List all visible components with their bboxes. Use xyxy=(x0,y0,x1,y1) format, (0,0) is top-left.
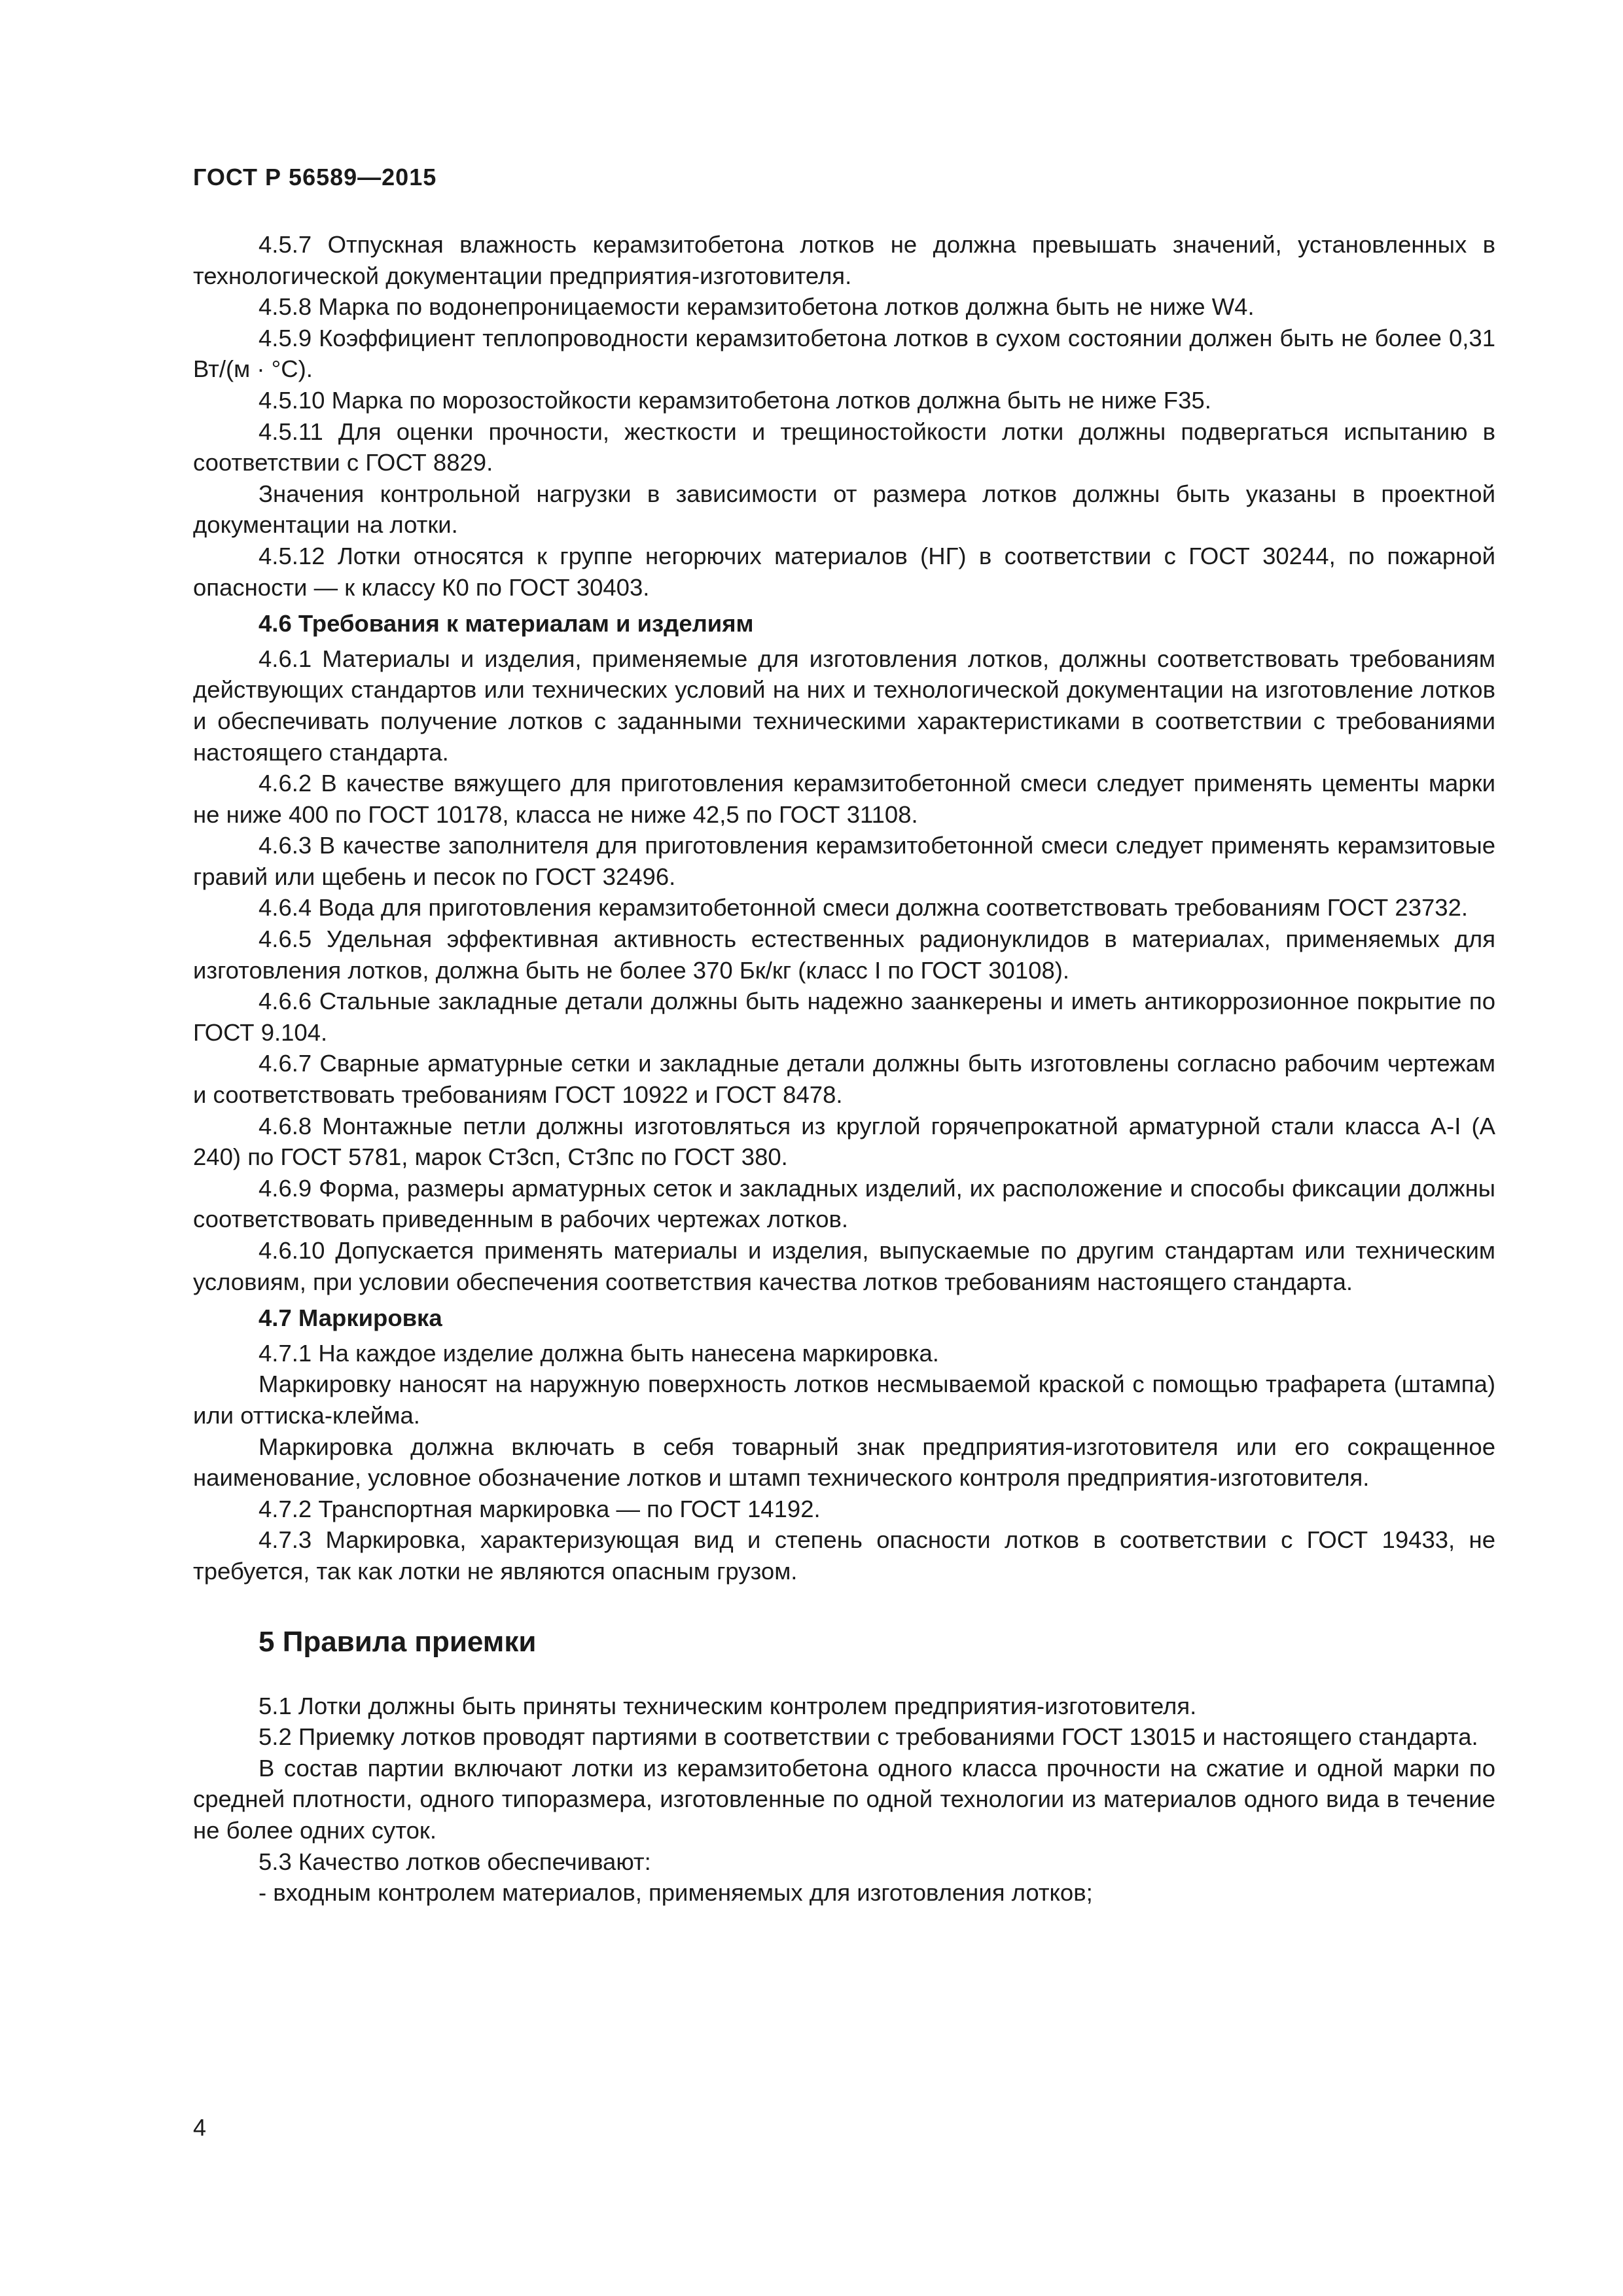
paragraph-4-5-8: 4.5.8 Марка по водонепроницаемости керамзитобетона лотков должна быть не ниже W4. xyxy=(259,293,1255,321)
paragraph-4-7-1: 4.7.1 На каждое изделие должна быть нанесена маркировка. xyxy=(259,1339,939,1367)
paragraph-4-6-2: 4.6.2 В качестве вяжущего для приготовления керамзитобетонной смеси следует применять цементы марки не ниже 400 по ГОСТ 10178, класса не ниже 42,5 по ГОСТ 31108. xyxy=(193,770,1495,828)
paragraph-4-7-3: 4.7.3 Маркировка, характеризующая вид и степень опасности лотков в соответствии с ГОСТ 19433, не требуется, так как лотки не являются опасным грузом. xyxy=(193,1526,1495,1585)
paragraph-4-6-4: 4.6.4 Вода для приготовления керамзитобетонной смеси должна соответствовать требованиям ГОСТ 23732. xyxy=(259,894,1469,922)
paragraph-4-7-2: 4.7.2 Транспортная маркировка — по ГОСТ 14192. xyxy=(259,1495,821,1522)
paragraph-4-6-5: 4.6.5 Удельная эффективная активность естественных радионуклидов в материалах, применяемых для изготовления лотков, должна быть не более 370 Бк/кг (класс I по ГОСТ 30108). xyxy=(193,925,1495,984)
chapter-heading-5: 5 Правила приемки xyxy=(259,1625,537,1658)
paragraph-4-6-8: 4.6.8 Монтажные петли должны изготовляться из круглой горячепрокатной арматурной стали класса А-I (А 240) по ГОСТ 5781, марок Ст3сп, Ст3пс по ГОСТ 380. xyxy=(193,1112,1495,1171)
paragraph-4-5-9: 4.5.9 Коэффициент теплопроводности керамзитобетона лотков в сухом состоянии должен быть не более 0,31 Вт/(м · °С). xyxy=(193,324,1495,383)
paragraph-5-2: 5.2 Приемку лотков проводят партиями в соответствии с требованиями ГОСТ 13015 и настоящего стандарта. xyxy=(259,1723,1478,1751)
paragraph-4-7-1-method: Маркировку наносят на наружную поверхность лотков несмываемой краской с помощью трафарета (штампа) или оттиска-клейма. xyxy=(193,1371,1495,1429)
page-number: 4 xyxy=(193,2114,207,2141)
paragraph-5-3: 5.3 Качество лотков обеспечивают: xyxy=(259,1848,651,1875)
paragraph-4-5-10: 4.5.10 Марка по морозостойкости керамзитобетона лотков должна быть не ниже F35. xyxy=(259,386,1211,414)
paragraph-4-5-7: 4.5.7 Отпускная влажность керамзитобетона лотков не должна превышать значений, установленных в технологической документации предприятия-изготовителя. xyxy=(193,231,1495,289)
paragraph-4-7-1-content: Маркировка должна включать в себя товарный знак предприятия-изготовителя или его сокращенное наименование, условное обозначение лотков и штамп технического контроля предприятия-изготовителя. xyxy=(193,1433,1495,1492)
document-body xyxy=(193,229,1495,1909)
section-heading-4-7: 4.7 Маркировка xyxy=(259,1304,442,1332)
list-item-5-3-a: - входным контролем материалов, применяемых для изготовления лотков; xyxy=(259,1879,1093,1907)
section-heading-4-6: 4.6 Требования к материалам и изделиям xyxy=(259,610,754,637)
paragraph-4-6-7: 4.6.7 Сварные арматурные сетки и закладные детали должны быть изготовлены согласно рабочим чертежам и соответствовать требованиям ГОСТ 10922 и ГОСТ 8478. xyxy=(193,1050,1495,1109)
paragraph-4-6-3: 4.6.3 В качестве заполнителя для приготовления керамзитобетонной смеси следует применять керамзитовые гравий или щебень и песок по ГОСТ 32496. xyxy=(193,832,1495,890)
paragraph-5-2-batch: В состав партии включают лотки из керамзитобетона одного класса прочности на сжатие и одной марки по средней плотности, одного типоразмера, изготовленные по одной технологии из материалов одного вида в течение не более одних суток. xyxy=(193,1754,1495,1844)
paragraph-5-1: 5.1 Лотки должны быть приняты техническим контролем предприятия-изготовителя. xyxy=(259,1692,1197,1719)
paragraph-4-5-11: 4.5.11 Для оценки прочности, жесткости и трещиностойкости лотки должны подвергаться испытанию в соответствии с ГОСТ 8829. xyxy=(193,418,1495,476)
paragraph-4-5-11-note: Значения контрольной нагрузки в зависимости от размера лотков должны быть указаны в проектной документации на лотки. xyxy=(193,480,1495,539)
paragraph-4-6-10: 4.6.10 Допускается применять материалы и изделия, выпускаемые по другим стандартам или техническим условиям, при условии обеспечения соответствия качества лотков требованиям настоящего стандарта. xyxy=(193,1237,1495,1295)
paragraph-4-6-1: 4.6.1 Материалы и изделия, применяемые для изготовления лотков, должны соответствовать требованиям действующих стандартов или технических условий на них и технологической документации на изготовление лотков и обеспечивать получение лотков с заданными техническими характеристиками в соответствии с требованиями настоящего стандарта. xyxy=(193,645,1495,766)
paragraph-4-6-6: 4.6.6 Стальные закладные детали должны быть надежно заанкерены и иметь антикоррозионное покрытие по ГОСТ 9.104. xyxy=(193,988,1495,1046)
document-header: ГОСТ Р 56589—2015 xyxy=(193,164,437,190)
paragraph-4-5-12: 4.5.12 Лотки относятся к группе негорючих материалов (НГ) в соответствии с ГОСТ 30244, по пожарной опасности — к классу К0 по ГОСТ 30403. xyxy=(193,542,1495,601)
paragraph-4-6-9: 4.6.9 Форма, размеры арматурных сеток и закладных изделий, их расположение и способы фиксации должны соответствовать приведенным в рабочих чертежах лотков. xyxy=(193,1174,1495,1233)
